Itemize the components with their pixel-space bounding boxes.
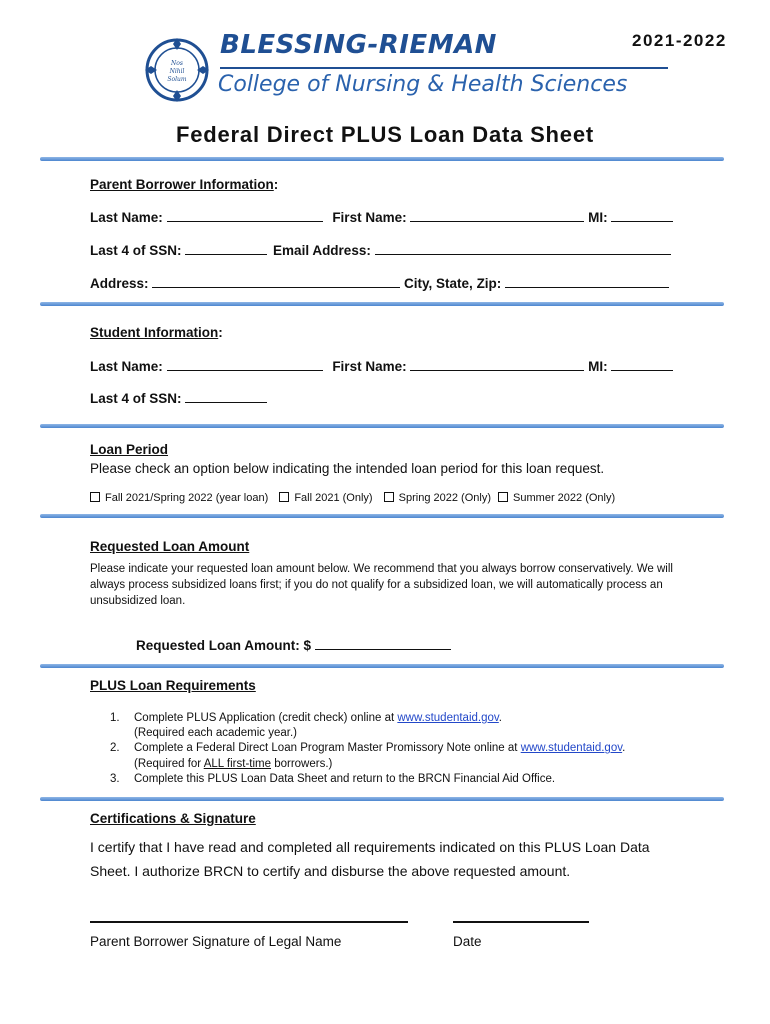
- signature-field[interactable]: [90, 921, 408, 923]
- student-heading: Student Information:: [90, 325, 223, 340]
- parent-city-label: City, State, Zip:: [404, 276, 502, 291]
- svg-text:Solum: Solum: [167, 76, 187, 83]
- checkbox-icon[interactable]: [498, 492, 508, 502]
- list-item-note: (Required for ALL first-time borrowers.): [134, 757, 333, 770]
- page-title: Federal Direct PLUS Loan Data Sheet: [176, 122, 594, 147]
- student-ssn-label: Last 4 of SSN:: [90, 391, 182, 406]
- parent-ssn-label: Last 4 of SSN:: [90, 243, 182, 258]
- requested-amount-field[interactable]: [315, 637, 451, 650]
- svg-text:Nos: Nos: [171, 60, 183, 67]
- parent-first-name-field[interactable]: [410, 209, 584, 222]
- academic-year: 2021-2022: [632, 31, 727, 50]
- option-fall-only[interactable]: Fall 2021 (Only): [279, 492, 372, 504]
- checkbox-icon[interactable]: [279, 492, 289, 502]
- option-spring-only[interactable]: Spring 2022 (Only): [384, 492, 491, 504]
- date-field[interactable]: [453, 921, 589, 923]
- parent-email-field[interactable]: [375, 242, 671, 255]
- section-divider: [40, 302, 724, 306]
- parent-ssn-field[interactable]: [185, 242, 267, 255]
- parent-heading: Parent Borrower Information:: [90, 177, 279, 192]
- student-last-name-field[interactable]: [167, 358, 323, 371]
- parent-last-name-label: Last Name:: [90, 210, 163, 225]
- requested-amount-label: Requested Loan Amount: $: [136, 638, 312, 653]
- studentaid-link[interactable]: www.studentaid.gov: [520, 742, 623, 755]
- certification-text: I certify that I have read and completed all requirements indicated on this PLUS Loan Data Sheet. I authorize BRCN to certify and disburse the above requested amount.: [90, 839, 650, 879]
- section-divider: [40, 514, 724, 518]
- student-first-name-field[interactable]: [410, 358, 584, 371]
- list-item: 2. Complete a Federal Direct Loan Program Master Promissory Note online at www.studentaid.gov.: [110, 742, 626, 755]
- studentaid-link[interactable]: www.studentaid.gov: [397, 712, 499, 724]
- list-item-note: (Required each academic year.): [134, 727, 297, 740]
- certification-heading: Certifications & Signature: [90, 811, 256, 826]
- requested-amount-row: [136, 637, 451, 653]
- checkbox-icon[interactable]: [384, 492, 394, 502]
- student-last-name-label: Last Name:: [90, 359, 163, 374]
- requested-instruction: Please indicate your requested loan amount below. We recommend that you always borrow conservatively. We will always process subsidized loans first; if you do not qualify for a subsidized loan, we will automatically process an unsubsidized loan.: [90, 563, 673, 607]
- parent-row-address: [90, 275, 669, 291]
- parent-mi-label: MI:: [588, 210, 608, 225]
- parent-city-field[interactable]: [505, 275, 669, 288]
- requirements-heading: PLUS Loan Requirements: [90, 678, 256, 693]
- parent-mi-field[interactable]: [611, 209, 673, 222]
- option-summer-only[interactable]: Summer 2022 (Only): [498, 492, 615, 504]
- parent-row-names: [90, 209, 673, 225]
- loan-period-heading: Loan Period: [90, 442, 169, 457]
- parent-address-label: Address:: [90, 276, 149, 291]
- signature-label: Parent Borrower Signature of Legal Name: [90, 934, 342, 949]
- college-seal-logo: [143, 36, 211, 104]
- parent-first-name-label: First Name:: [332, 210, 407, 225]
- parent-email-label: Email Address:: [273, 243, 371, 258]
- date-label: Date: [453, 934, 482, 949]
- parent-row-ssn-email: [90, 242, 671, 258]
- student-mi-field[interactable]: [611, 358, 673, 371]
- student-ssn-field[interactable]: [185, 390, 267, 403]
- parent-last-name-field[interactable]: [167, 209, 323, 222]
- brand-underline: [220, 67, 668, 69]
- section-divider: [40, 424, 724, 428]
- student-mi-label: MI:: [588, 359, 608, 374]
- section-divider: [40, 797, 724, 801]
- svg-text:Nihil: Nihil: [169, 68, 185, 75]
- college-name-line1: BLESSING-RIEMAN: [220, 30, 497, 60]
- parent-address-field[interactable]: [152, 275, 400, 288]
- section-divider: [40, 157, 724, 161]
- student-row-names: [90, 358, 673, 374]
- option-year-loan[interactable]: Fall 2021/Spring 2022 (year loan): [90, 492, 268, 504]
- student-row-ssn: [90, 390, 267, 406]
- student-first-name-label: First Name:: [332, 359, 407, 374]
- list-item: 1. Complete PLUS Application (credit check) online at www.studentaid.gov.: [110, 712, 502, 724]
- requirements-list: [110, 711, 625, 787]
- loan-period-instruction: Please check an option below indicating the intended loan period for this loan request.: [90, 461, 605, 476]
- loan-period-options: [90, 492, 615, 504]
- list-item: 3. Complete this PLUS Loan Data Sheet and return to the BRCN Financial Aid Office.: [110, 772, 556, 785]
- college-name-line2: College of Nursing & Health Sciences: [218, 72, 628, 97]
- requested-heading: Requested Loan Amount: [90, 539, 250, 554]
- checkbox-icon[interactable]: [90, 492, 100, 502]
- section-divider: [40, 664, 724, 668]
